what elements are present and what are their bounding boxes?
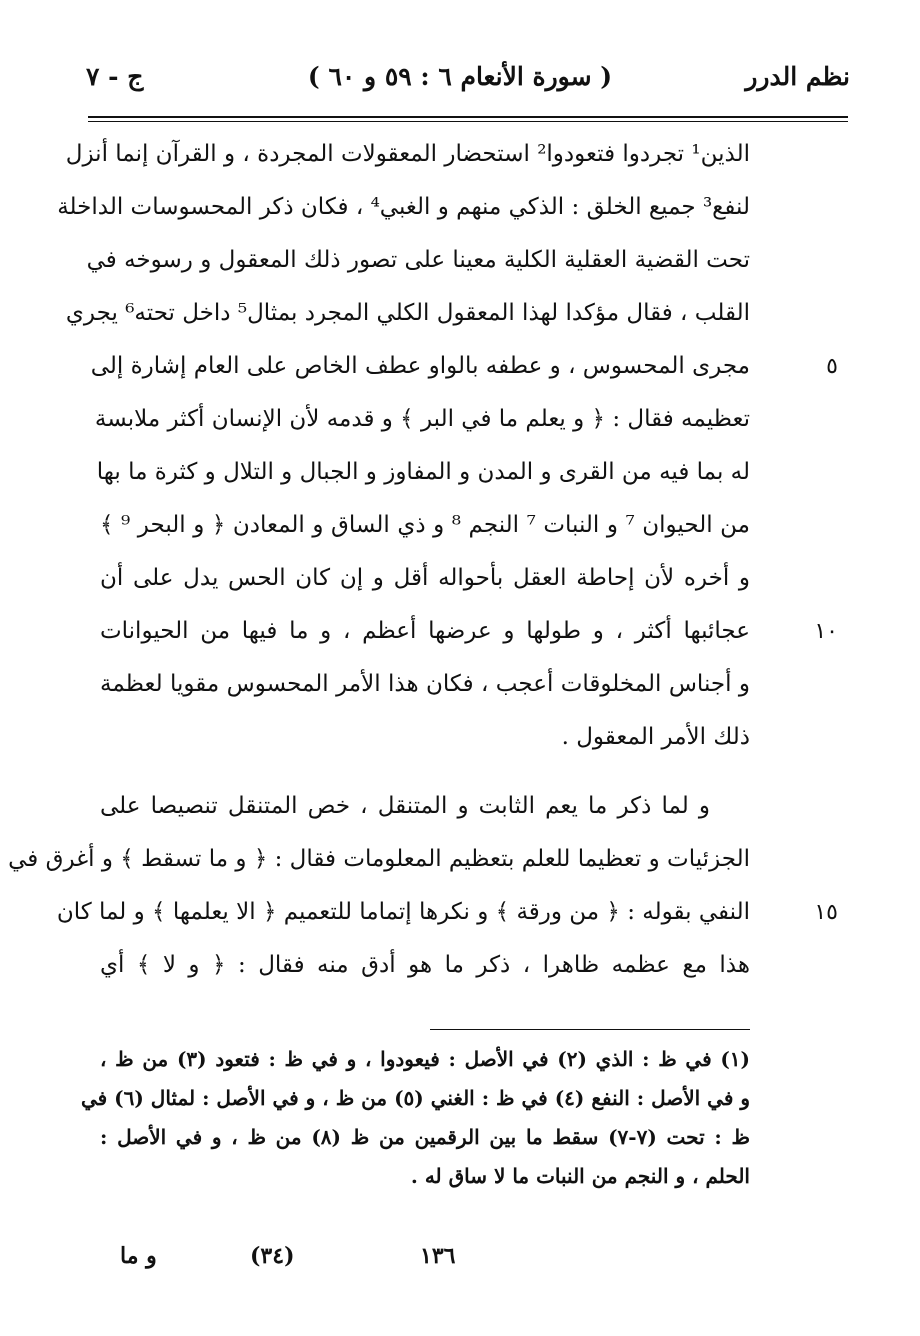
text-line: ذلك الأمر المعقول . [561, 724, 750, 750]
page-number: ١٣٦ [420, 1243, 456, 1269]
book-title: نظم الدرر [745, 62, 850, 91]
header-rule-thin [88, 121, 848, 122]
text-line: النفي بقوله : ﴿ من ورقة ﴾ و نكرها إتماما للتعميم ﴿ الا يعلمها ﴾ و لما كان ١٥ [100, 886, 750, 939]
catchword: و ما [120, 1243, 157, 1269]
line-number: ١٥ [814, 900, 838, 925]
text-line: له بما فيه من القرى و المدن و المفاوز و الجبال و التلال و كثرة ما بها [96, 459, 750, 485]
text-line: الذين¹ تجردوا فتعودوا² استحضار المعقولات المجردة ، و القرآن إنما أنزل [65, 141, 750, 167]
text-line: عجائبها أكثر ، و طولها و عرضها أعظم ، و ما فيها من الحيوانات ١٠ [100, 605, 750, 658]
footnotes [80, 1040, 751, 1196]
text-line: و أخره لأن إحاطة العقل بأحواله أقل و إن كان الحس يدل على أن [100, 565, 750, 591]
footnote-line: الحلم ، و النجم من النبات ما لا ساق له . [410, 1164, 750, 1188]
text-line: تعظيمه فقال : ﴿ و يعلم ما في البر ﴾ و قدمه لأن الإنسان أكثر ملابسة [94, 406, 750, 432]
text-line: و لما ذكر ما يعم الثابت و المتنقل ، خص المتنقل تنصيصا على [100, 793, 710, 819]
header-rule-thick [88, 116, 848, 118]
footnote-rule [430, 1029, 750, 1030]
volume-number: ج - ٧ [86, 62, 144, 91]
text-line: الجزئيات و تعظيما للعلم بتعظيم المعلومات فقال : ﴿ و ما تسقط ﴾ و أغرق في [8, 846, 750, 872]
main-text [8, 128, 838, 992]
text-line: هذا مع عظمه ظاهرا ، ذكر ما هو أدق منه فقال : ﴿ و لا ﴾ أي [100, 952, 750, 978]
footnote-line: ظ : تحت (٧-٧) سقط ما بين الرقمين من ظ (٨) من ظ ، و في الأصل : [100, 1125, 750, 1149]
footnote-line: و في الأصل : النفع (٤) في ظ : الغني (٥) من ظ ، و في الأصل : لمثال (٦) في [80, 1086, 750, 1110]
quire-number: (٣٤) [250, 1243, 295, 1269]
text-line: القلب ، فقال مؤكدا لهذا المعقول الكلي المجرد بمثال⁵ داخل تحته⁶ يجري [65, 300, 750, 326]
page-header [70, 62, 850, 108]
text-line: تحت القضية العقلية الكلية معينا على تصور ذلك المعقول و رسوخه في [86, 247, 750, 273]
text-line: و أجناس المخلوقات أعجب ، فكان هذا الأمر المحسوس مقويا لعظمة [100, 671, 750, 697]
line-number: ٥ [826, 354, 838, 379]
footnote-line: (١) في ظ : الذي (٢) في الأصل : فيعودوا ، و في ظ : فتعود (٣) من ظ ، [100, 1047, 751, 1071]
text-line: من الحيوان ⁷ و النبات ⁷ النجم ⁸ و ذي الساق و المعادن ﴿ و البحر ⁹ ﴾ [100, 512, 750, 538]
surah-reference: ( سورة الأنعام ٦ : ٥٩ و ٦٠ ) [307, 62, 613, 91]
page-footer [100, 1243, 480, 1283]
line-number: ١٠ [814, 619, 838, 644]
text-line: مجرى المحسوس ، و عطفه بالواو عطف الخاص على العام إشارة إلى ٥ [100, 340, 750, 393]
text-line: لنفع³ جميع الخلق : الذكي منهم و الغبي⁴ ، فكان ذكر المحسوسات الداخلة [57, 194, 750, 220]
